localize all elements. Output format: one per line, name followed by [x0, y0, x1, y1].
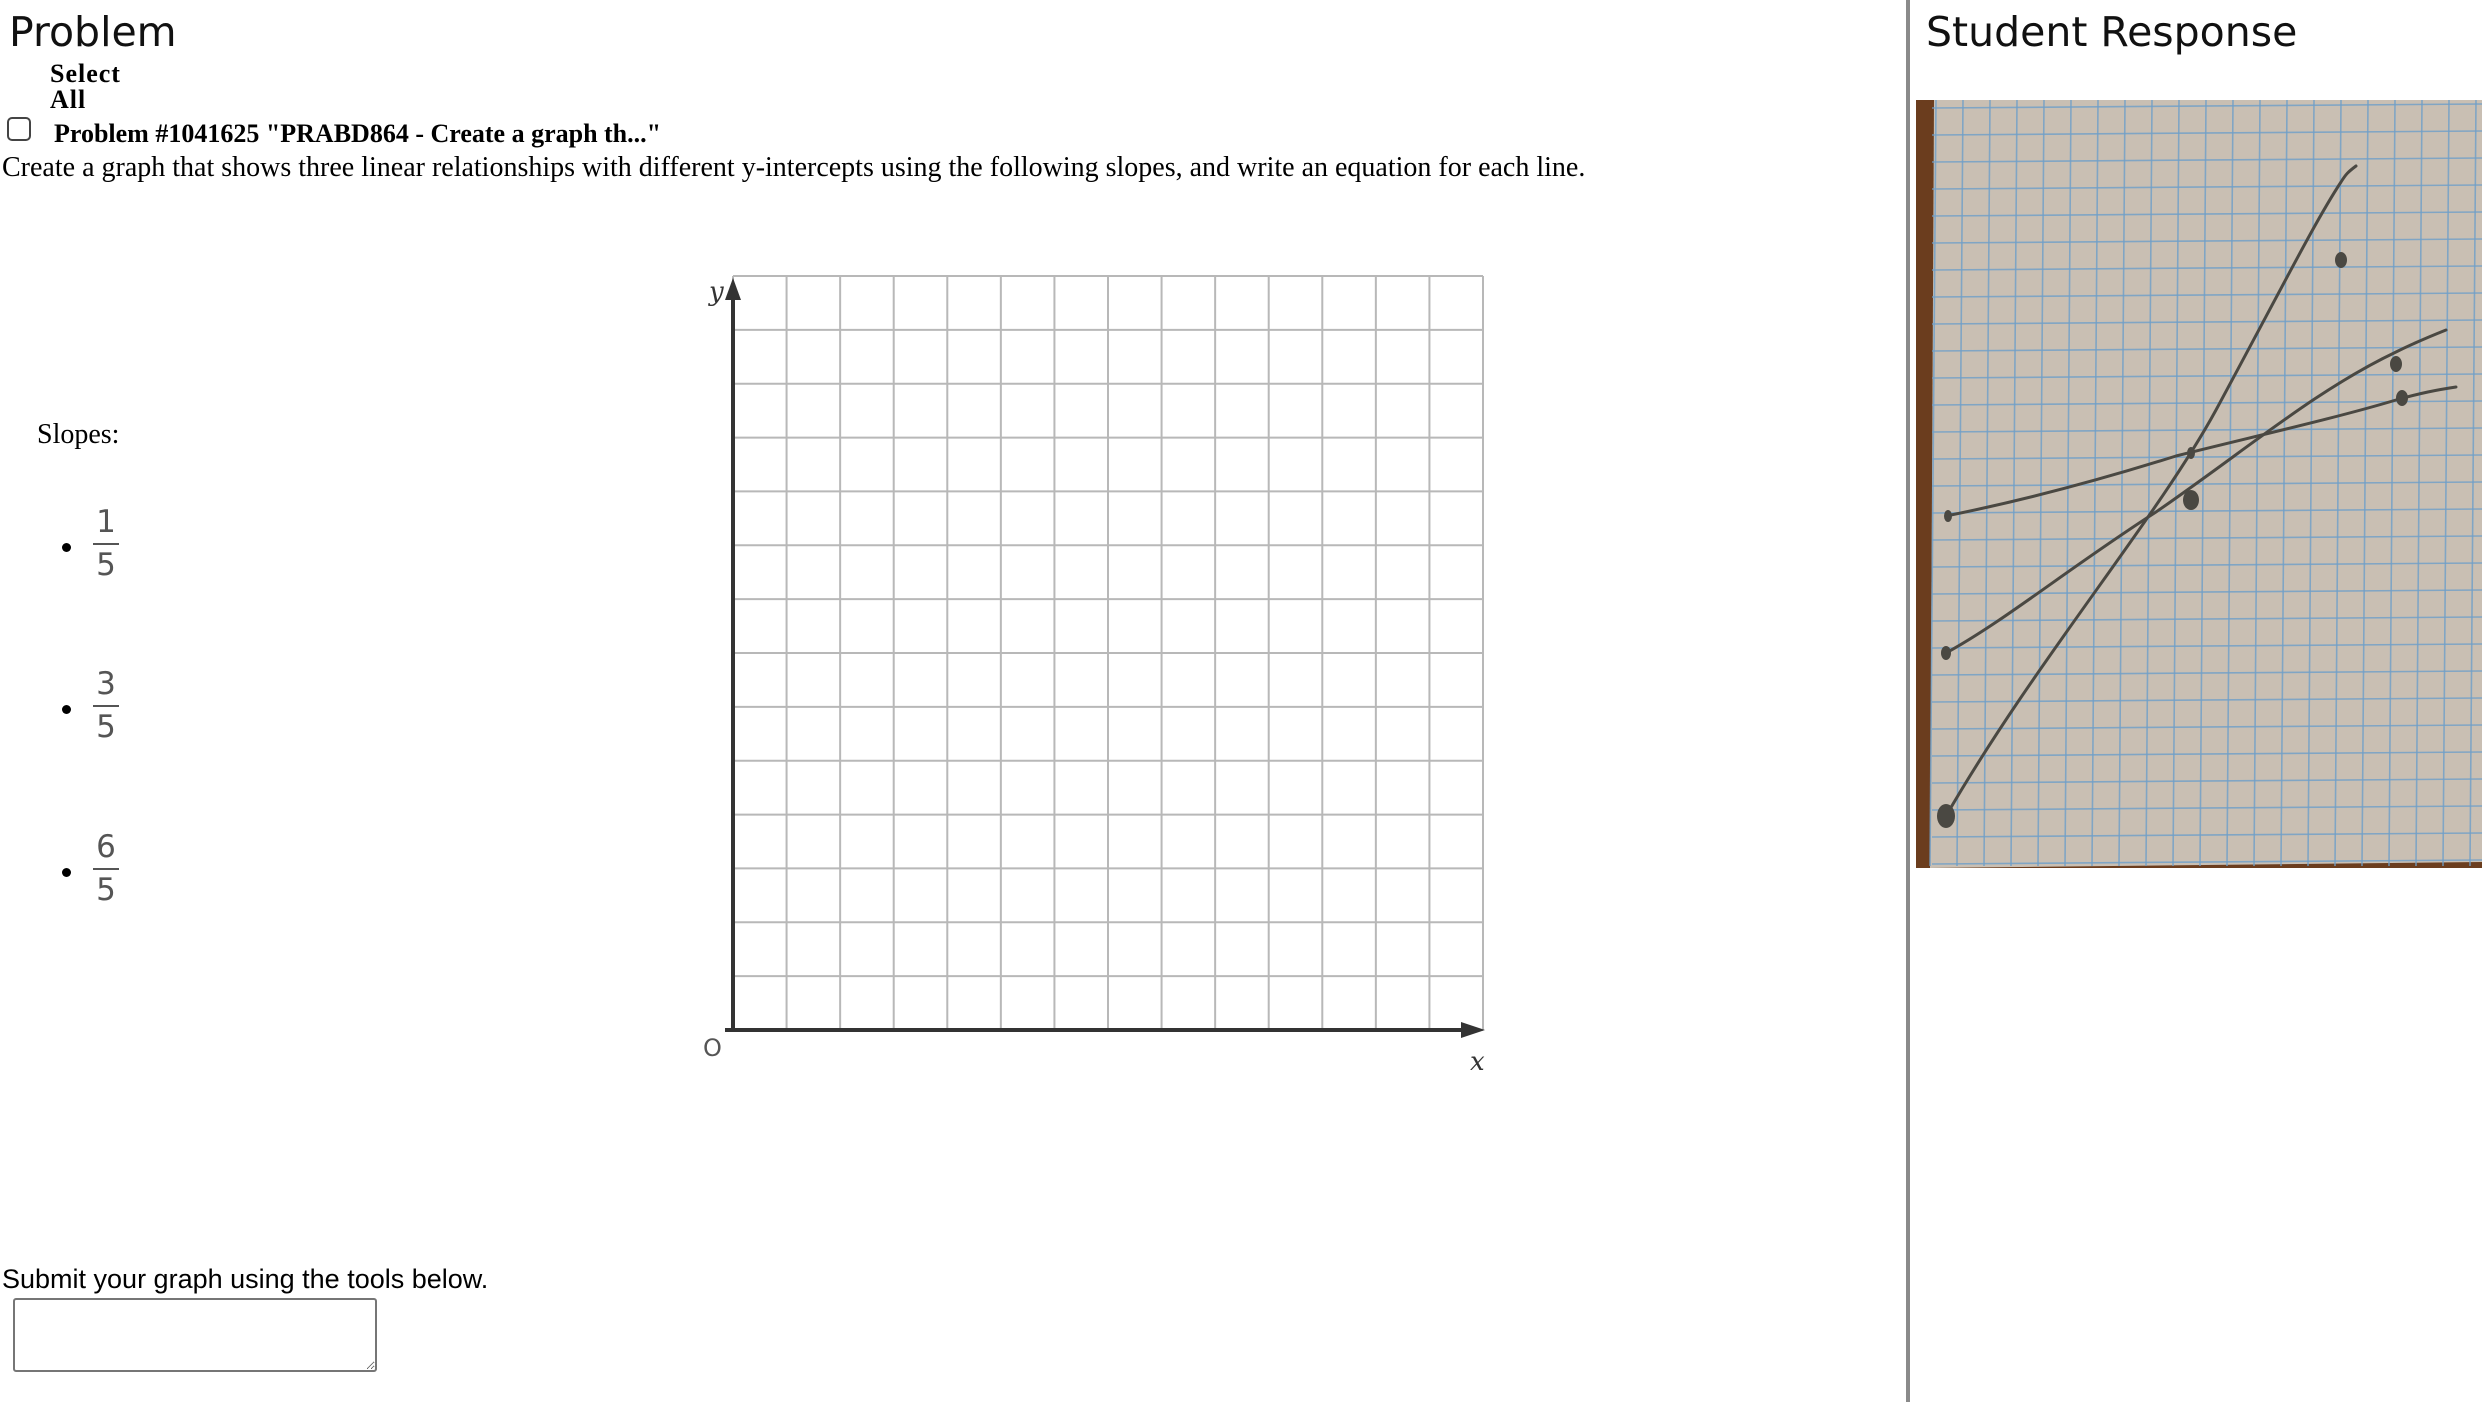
origin-label: O [703, 1034, 722, 1062]
point-marker [1944, 510, 1952, 522]
grid-lines [733, 276, 1483, 1030]
slope-denominator: 5 [96, 547, 116, 583]
point-marker [2183, 490, 2199, 510]
point-marker [1941, 646, 1951, 660]
point-marker [2187, 447, 2195, 459]
y-axis-label: y [709, 277, 724, 307]
blank-coordinate-grid [695, 270, 1495, 1080]
point-marker [2390, 356, 2402, 372]
slope-fraction [93, 667, 119, 744]
point-marker [1937, 804, 1955, 828]
bullet-icon [62, 868, 71, 877]
slope-denominator: 5 [96, 709, 116, 745]
slope-fraction [93, 830, 119, 907]
fraction-bar [93, 543, 119, 545]
student-response-title: Student Response [1926, 8, 2298, 56]
fraction-bar [93, 705, 119, 707]
point-marker [2396, 390, 2408, 406]
slope-numerator: 1 [96, 504, 116, 540]
slope-item [60, 667, 140, 747]
slope-item [60, 830, 140, 910]
slope-numerator: 3 [96, 666, 116, 702]
student-response-pane [1910, 0, 2482, 1402]
point-marker [2335, 252, 2347, 268]
problem-header: Problem #1041625 "PRABD864 - Create a graph th..." [54, 119, 662, 148]
x-axis-arrow-icon [1461, 1022, 1485, 1038]
slope-fraction [93, 505, 119, 582]
bullet-icon [62, 543, 71, 552]
select-all-clipped-label: Select All [50, 59, 121, 114]
y-axis-arrow-icon [725, 278, 741, 300]
slopes-label: Slopes: [37, 419, 120, 450]
slope-item [60, 505, 140, 585]
answer-textarea[interactable] [13, 1298, 377, 1372]
handwritten-graph-photo[interactable] [1916, 100, 2482, 868]
slope-numerator: 6 [96, 829, 116, 865]
x-axis-label: x [1470, 1047, 1485, 1077]
fraction-bar [93, 868, 119, 870]
problem-pane-title: Problem [9, 8, 177, 56]
problem-prompt: Create a graph that shows three linear relationships with different y-intercepts using the following slopes, and write an equation for each line. [2, 152, 1586, 183]
submit-instructions: Submit your graph using the tools below. [2, 1264, 489, 1294]
problem-checkbox[interactable] [7, 117, 31, 141]
bullet-icon [62, 705, 71, 714]
slope-denominator: 5 [96, 872, 116, 908]
